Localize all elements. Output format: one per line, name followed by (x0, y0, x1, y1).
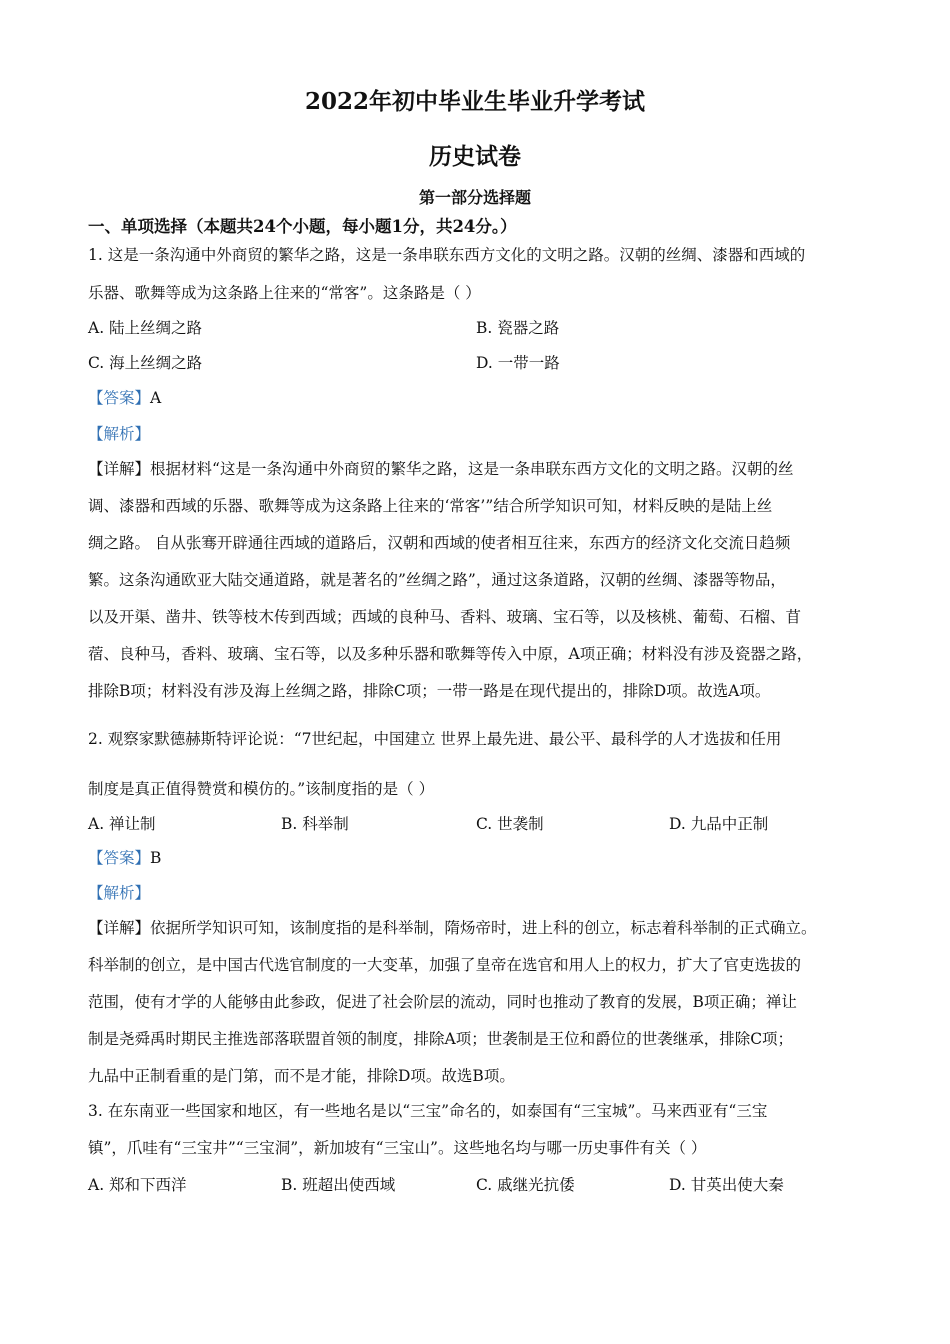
q3-stem-line-1: 3. 在东南亚一些国家和地区，有一些地名是以“三宝”命名的，如泰国有“三宝城”。马来西亚有“三宝 (88, 1102, 768, 1120)
q2-option-d: D. 九品中正制 (669, 815, 769, 833)
q1-answer (88, 388, 161, 408)
q1-detail-line-6: 蓿、良种马，香料、玻璃、宝石等，以及多种乐器和歌舞等传入中原，A项正确；材料没有涉及瓷器之路， (88, 645, 813, 663)
detail-text: 根据材料“这是一条沟通中外商贸的繁华之路，这是一条串联东西方文化的文明之路。汉朝的丝 (150, 460, 794, 478)
q1-detail-line-1 (88, 459, 793, 479)
q2-answer (88, 848, 161, 868)
exam-title: 2022年初中毕业生毕业升学考试 (304, 88, 645, 115)
q1-detail-line-4: 繁。这条沟通欧亚大陆交通道路，就是著名的”丝绸之路”，通过这条道路，汉朝的丝绸、漆器等物品， (88, 571, 786, 589)
q2-detail-line-3: 范围，使有才学的人能够由此参政，促进了社会阶层的流动，同时也推动了教育的发展，B项正确；禅让 (88, 993, 797, 1011)
exam-subtitle: 历史试卷 (429, 143, 521, 170)
q1-stem-line-1: 1. 这是一条沟通中外商贸的繁华之路，这是一条串联东西方文化的文明之路。汉朝的丝绸、漆器和西域的 (88, 246, 806, 264)
q3-stem-line-2: 镇”，爪哇有“三宝井”“三宝洞”，新加坡有“三宝山”。这些地名均与哪一历史事件有关（ ） (88, 1139, 707, 1157)
q2-option-a: A. 禅让制 (88, 815, 156, 833)
answer-tag: 【答案】 (88, 389, 151, 407)
q3-option-b: B. 班超出使西域 (281, 1176, 396, 1194)
q2-detail-line-1 (88, 918, 817, 938)
q1-detail-line-7: 排除B项；材料没有涉及海上丝绸之路，排除C项；一带一路是在现代提出的，排除D项。故选A项。 (88, 682, 771, 700)
answer-tag: 【答案】 (88, 849, 151, 867)
q1-detail-line-2: 调、漆器和西域的乐器、歌舞等成为这条路上往来的‘常客’”结合所学知识可知，材料反映的是陆上丝 (88, 497, 773, 515)
q2-detail-line-4: 制是尧舜禹时期民主推选部落联盟首领的制度，排除A项；世袭制是王位和爵位的世袭继承，排除C项； (88, 1030, 794, 1048)
q2-analysis (88, 883, 150, 903)
detail-tag: 【详解】 (88, 460, 151, 478)
q2-option-c: C. 世袭制 (476, 815, 544, 833)
q2-stem-line-1: 2. 观察家默德赫斯特评论说：“7世纪起，中国建立 世界上最先进、最公平、最科学的人才选拔和任用 (88, 730, 782, 748)
analysis-tag: 【解析】 (88, 425, 151, 443)
detail-tag: 【详解】 (88, 919, 151, 937)
q3-option-d: D. 甘英出使大秦 (669, 1176, 784, 1194)
q2-option-b: B. 科举制 (281, 815, 349, 833)
section-heading: 一、单项选择（本题共24个小题，每小题1分，共24分。） (88, 217, 517, 236)
analysis-tag: 【解析】 (88, 884, 151, 902)
q1-detail-line-5: 以及开渠、凿井、铁等枝木传到西域；西域的良种马、香料、玻璃、宝石等，以及核桃、葡萄、石榴、苜 (88, 608, 802, 626)
q1-analysis (88, 424, 150, 444)
answer-value: B (150, 849, 162, 867)
detail-text: 依据所学知识可知，该制度指的是科举制，隋炀帝时，进上科的创立，标志着科举制的正式确立。 (150, 919, 817, 937)
q3-option-c: C. 戚继光抗倭 (476, 1176, 575, 1194)
answer-value: A (150, 389, 162, 407)
q1-option-a: A. 陆上丝绸之路 (88, 319, 203, 337)
q2-detail-line-5: 九品中正制看重的是门第，而不是才能，排除D项。故选B项。 (88, 1067, 515, 1085)
q1-option-d: D. 一带一路 (476, 354, 560, 372)
q1-detail-line-3: 绸之路。 自从张骞开辟通往西域的道路后，汉朝和西域的使者相互往来，东西方的经济文化交流日趋频 (88, 534, 791, 552)
q1-option-b: B. 瓷器之路 (476, 319, 560, 337)
q2-detail-line-2: 科举制的创立，是中国古代选官制度的一大变革，加强了皇帝在选官和用人上的权力，扩大了官吏选拔的 (88, 956, 802, 974)
q1-option-c: C. 海上丝绸之路 (88, 354, 203, 372)
q3-option-a: A. 郑和下西洋 (88, 1176, 187, 1194)
q2-stem-line-2: 制度是真正值得赞赏和模仿的。”该制度指的是（ ） (88, 780, 435, 798)
q1-stem-line-2: 乐器、歌舞等成为这条路上往来的“常客”。这条路是（ ） (88, 284, 481, 302)
part-heading: 第一部分选择题 (418, 188, 531, 207)
